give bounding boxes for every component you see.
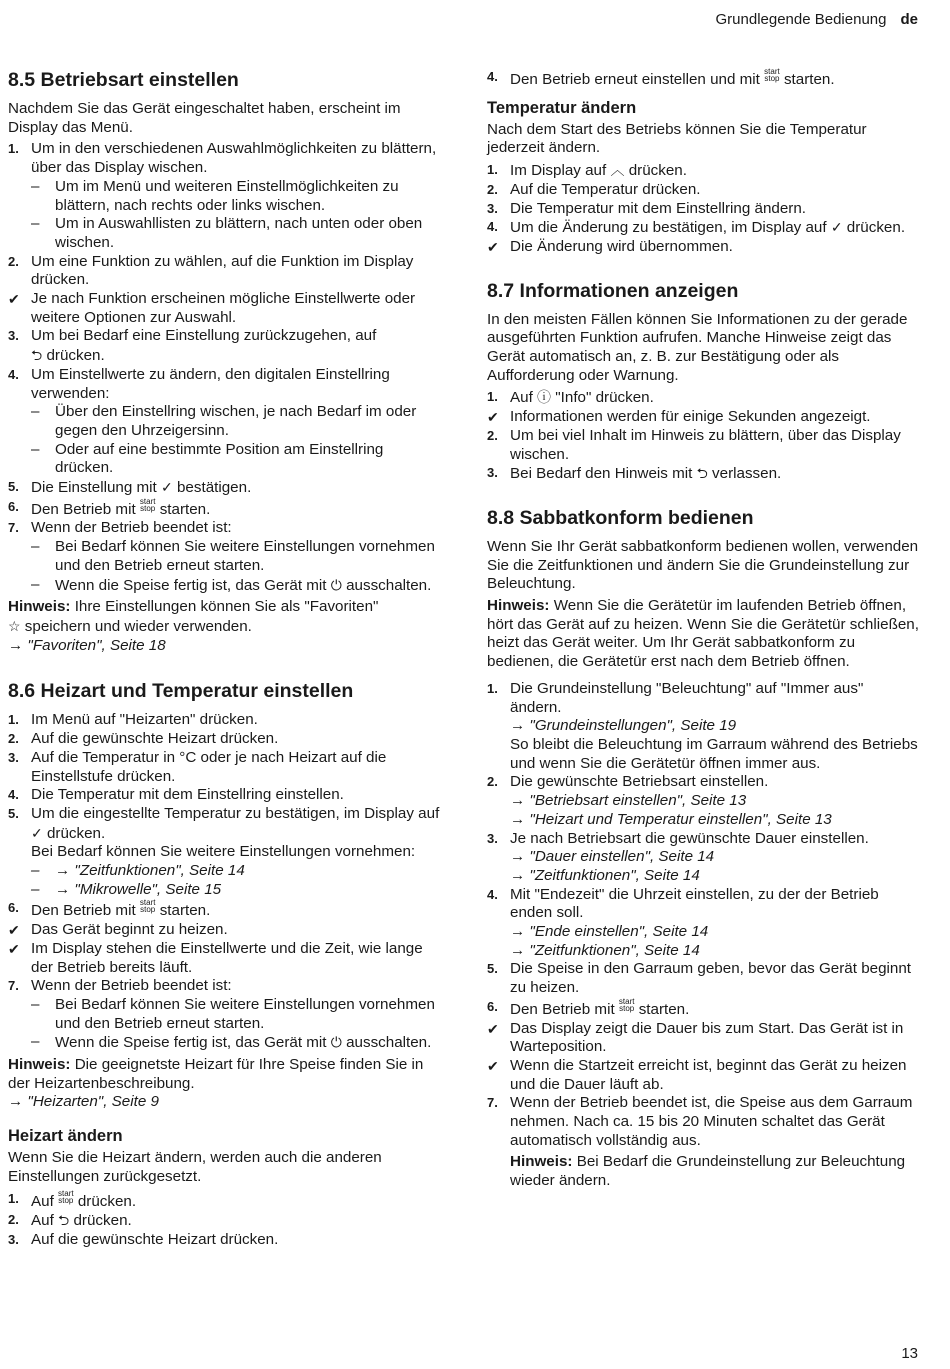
subsection-intro: Wenn Sie die Heizart ändern, werden auch die anderen Einstellungen zurückgesetzt. [8, 1149, 382, 1185]
power-icon: ⏻ [330, 576, 342, 593]
result-item: ✔ Das Display zeigt die Dauer bis zum Start. Das Gerät ist in Warteposition. [487, 1019, 904, 1056]
section-8-8-intro: Wenn Sie Ihr Gerät sabbatkonform bedienen wollen, verwenden Sie die Zeitfunktionen und ändern Sie die Grundeinstellung zur Beleuchtung. [487, 537, 919, 593]
start-stop-icon: start stop [139, 898, 156, 915]
cross-reference[interactable]: → "Zeitfunktionen", Seite 14 [510, 866, 700, 884]
list-subitem: – Um im Menü und weiteren Einstellmöglichkeiten zu blättern, nach rechts oder links wischen. [31, 177, 399, 214]
back-arrow-icon: ⮌ [31, 347, 43, 364]
subsection-title: Temperatur ändern [487, 98, 637, 117]
cross-reference[interactable]: → "Heizarten", Seite 9 [8, 1093, 159, 1111]
list-item: 6. Den Betrieb mit start stop starten. [8, 496, 211, 518]
start-stop-icon: start stop [58, 1188, 74, 1205]
list-item: 4. Den Betrieb erneut einstellen und mit start stop starten. [487, 67, 835, 88]
list-item: 7. Wenn der Betrieb beendet ist: [8, 519, 232, 537]
section-8-8-title: 8.8 Sabbatkonform bedienen [487, 506, 754, 529]
list-continuation: Bei Bedarf können Sie weitere Einstellungen vornehmen: [31, 843, 416, 861]
start-stop-icon: start stop [618, 996, 635, 1013]
list-item: 1. Auf ⓘ "Info" drücken. [487, 389, 654, 407]
check-icon: ✓ [161, 479, 173, 496]
hint: Hinweis: Wenn Sie die Gerätetür im laufenden Betrieb öffnen, hört das Gerät auf zu heizen. Wenn Sie die Gerätetür schließen, heizt das Gerät weiter. Um Ihr Gerät sabbatkonform zu bedienen, die Gerätetür erst nach dem Betrieb öffnen. [487, 597, 919, 671]
subsection-intro: Nach dem Start des Betriebs können Sie die Temperatur jederzeit ändern. [487, 120, 867, 157]
list-item: 1. Im Display auf ︿ drücken. [487, 162, 687, 180]
cross-reference[interactable]: → "Heizart und Temperatur einstellen", Seite 13 [510, 810, 832, 828]
list-item: 3. Auf die Temperatur in °C oder je nach Heizart auf die Einstellstufe drücken. [8, 748, 387, 785]
cross-reference[interactable]: – → "Mikrowelle", Seite 15 [31, 880, 222, 898]
section-8-6-title: 8.6 Heizart und Temperatur einstellen [8, 680, 354, 703]
result-item: ✔ Wenn die Startzeit erreicht ist, beginnt das Gerät zu heizen und die Dauer läuft ab. [487, 1056, 907, 1093]
hint: Hinweis: Bei Bedarf die Grundeinstellung zur Beleuchtung wieder ändern. [510, 1153, 906, 1190]
left-column [8, 68, 440, 1250]
list-item: 4. Mit "Endezeit" die Uhrzeit einstellen, zu der der Betrieb enden soll. [487, 885, 879, 922]
power-icon: ⏻ [330, 1034, 342, 1051]
list-item: 6. Den Betrieb mit start stop starten. [487, 996, 690, 1018]
list-item: 1. Im Menü auf "Heizarten" drücken. [8, 711, 258, 729]
check-icon: ✔ [487, 409, 499, 426]
chevron-up-icon: ︿ [610, 162, 625, 179]
list-item: 5. Die Einstellung mit ✓ bestätigen. [8, 479, 252, 497]
list-item: 3. Die Temperatur mit dem Einstellring ändern. [487, 199, 807, 217]
list-item: 4. Die Temperatur mit dem Einstellring einstellen. [8, 786, 344, 804]
cross-reference[interactable]: → "Ende einstellen", Seite 14 [510, 923, 709, 941]
subsection-title: Heizart ändern [8, 1127, 123, 1146]
cross-reference[interactable]: → "Zeitfunktionen", Seite 14 [510, 941, 700, 959]
page-number: 13 [901, 1345, 918, 1362]
cross-reference[interactable]: – → "Zeitfunktionen", Seite 14 [31, 862, 245, 880]
start-stop-icon: start stop [139, 496, 156, 513]
list-item: 2. Auf die gewünschte Heizart drücken. [8, 730, 279, 748]
list-item: 5. Die Speise in den Garraum geben, bevor das Gerät beginnt zu heizen. [487, 960, 912, 997]
list-item: 2. Auf die Temperatur drücken. [487, 180, 701, 198]
list-subitem: – Bei Bedarf können Sie weitere Einstellungen vornehmen und den Betrieb erneut starten. [31, 995, 435, 1032]
check-icon: ✓ [830, 219, 843, 236]
list-item: 6. Den Betrieb mit start stop starten. [8, 898, 211, 920]
check-icon: ✓ [31, 824, 43, 841]
list-item: 2. Die gewünschte Betriebsart einstellen. [487, 773, 769, 791]
list-item: 2. Um eine Funktion zu wählen, auf die Funktion im Display drücken. [8, 252, 414, 289]
list-continuation: So bleibt die Beleuchtung im Garraum während des Betriebs und wenn Sie die Gerätetür öffnen immer aus. [510, 735, 918, 772]
result-item: ✔ Die Änderung wird übernommen. [487, 237, 733, 255]
start-stop-icon: start stop [764, 67, 780, 83]
back-arrow-icon: ⮌ [696, 465, 708, 482]
list-item: 3. Je nach Betriebsart die gewünschte Dauer einstellen. [487, 829, 869, 847]
hint: Hinweis: Ihre Einstellungen können Sie als "Favoriten" ☆ speichern und wieder verwenden. [8, 598, 379, 635]
list-item: 1. Auf start stop drücken. [8, 1188, 137, 1210]
check-icon: ✔ [8, 922, 20, 939]
list-subitem: – Bei Bedarf können Sie weitere Einstellungen vornehmen und den Betrieb erneut starten. [31, 538, 435, 574]
list-item: 3. Bei Bedarf den Hinweis mit ⮌ verlassen. [487, 465, 782, 483]
cross-reference[interactable]: → "Betriebsart einstellen", Seite 13 [510, 792, 747, 810]
section-8-7-intro: In den meisten Fällen können Sie Informationen zu der gerade ausgeführten Funktion aufrufen. Manche Hinweise zeigt das Gerät automatisch an, z. B. zur Bestätigung oder als Aufforderung oder Warnung. [487, 310, 908, 384]
cross-reference[interactable]: → "Grundeinstellungen", Seite 19 [510, 717, 737, 735]
hint: Hinweis: Die geeignetste Heizart für Ihre Speise finden Sie in der Heizartenbeschreibung. [8, 1056, 424, 1092]
list-item: 2. Um bei viel Inhalt im Hinweis zu blättern, über das Display wischen. [487, 426, 901, 463]
list-item: 1. Um in den verschiedenen Auswahlmöglichkeiten zu blättern, über das Display wischen. [8, 140, 437, 177]
language-code: de [900, 11, 918, 28]
check-icon: ✔ [8, 940, 20, 957]
list-subitem: – Über den Einstellring wischen, je nach Bedarf im oder gegen den Uhrzeigersinn. [31, 403, 417, 439]
info-icon: ⓘ [537, 389, 552, 406]
list-item: 2. Auf ⮌ drücken. [8, 1212, 132, 1230]
section-8-5-title: 8.5 Betriebsart einstellen [8, 69, 239, 91]
check-icon: ✔ [8, 291, 20, 308]
list-item: 3. Um bei Bedarf eine Einstellung zurückzugehen, auf ⮌ drücken. [8, 327, 377, 365]
result-item: ✔ Je nach Funktion erscheinen mögliche Einstellwerte oder weitere Optionen zur Auswahl. [8, 290, 416, 326]
cross-reference[interactable]: → "Dauer einstellen", Seite 14 [510, 848, 715, 866]
section-8-5-intro: Nachdem Sie das Gerät eingeschaltet haben, erscheint im Display das Menü. [8, 100, 401, 136]
check-icon: ✔ [487, 238, 499, 255]
right-column [487, 68, 919, 1191]
star-icon: ☆ [8, 617, 21, 634]
list-item: 5. Um die eingestellte Temperatur zu bestätigen, im Display auf ✓ drücken. [8, 804, 440, 842]
result-item: ✔ Informationen werden für einige Sekunden angezeigt. [487, 408, 871, 426]
list-subitem: – Wenn die Speise fertig ist, das Gerät mit ⏻ ausschalten. [31, 1033, 432, 1052]
section-8-7-title: 8.7 Informationen anzeigen [487, 279, 739, 302]
list-item: 3. Auf die gewünschte Heizart drücken. [8, 1230, 279, 1248]
list-subitem: – Um in Auswahllisten zu blättern, nach unten oder oben wischen. [31, 215, 423, 251]
page-header [716, 11, 919, 28]
header-title: Grundlegende Bedienung [715, 11, 887, 28]
list-item: 4. Um die Änderung zu bestätigen, im Display auf ✓ drücken. [487, 219, 906, 237]
result-item: ✔ Im Display stehen die Einstellwerte und die Zeit, wie lange der Betrieb bereits läuft. [8, 939, 423, 976]
result-item: ✔ Das Gerät beginnt zu heizen. [8, 921, 228, 939]
back-arrow-icon: ⮌ [58, 1212, 70, 1229]
list-item: 4. Um Einstellwerte zu ändern, den digitalen Einstellring verwenden: [8, 365, 390, 402]
list-subitem: – Wenn die Speise fertig ist, das Gerät mit ⏻ ausschalten. [31, 575, 432, 594]
list-item: 7. Wenn der Betrieb beendet ist, die Speise aus dem Garraum nehmen. Nach ca. 15 bis 20 Minuten schaltet das Gerät automatisch vollständig aus. [487, 1094, 913, 1149]
check-icon: ✔ [487, 1057, 499, 1074]
list-subitem: – Oder auf eine bestimmte Position am Einstellring drücken. [31, 440, 384, 477]
cross-reference[interactable]: → "Favoriten", Seite 18 [8, 636, 166, 654]
check-icon: ✔ [487, 1020, 499, 1037]
list-item: 7. Wenn der Betrieb beendet ist: [8, 977, 232, 995]
list-item: 1. Die Grundeinstellung "Beleuchtung" auf "Immer aus" ändern. [487, 679, 864, 716]
